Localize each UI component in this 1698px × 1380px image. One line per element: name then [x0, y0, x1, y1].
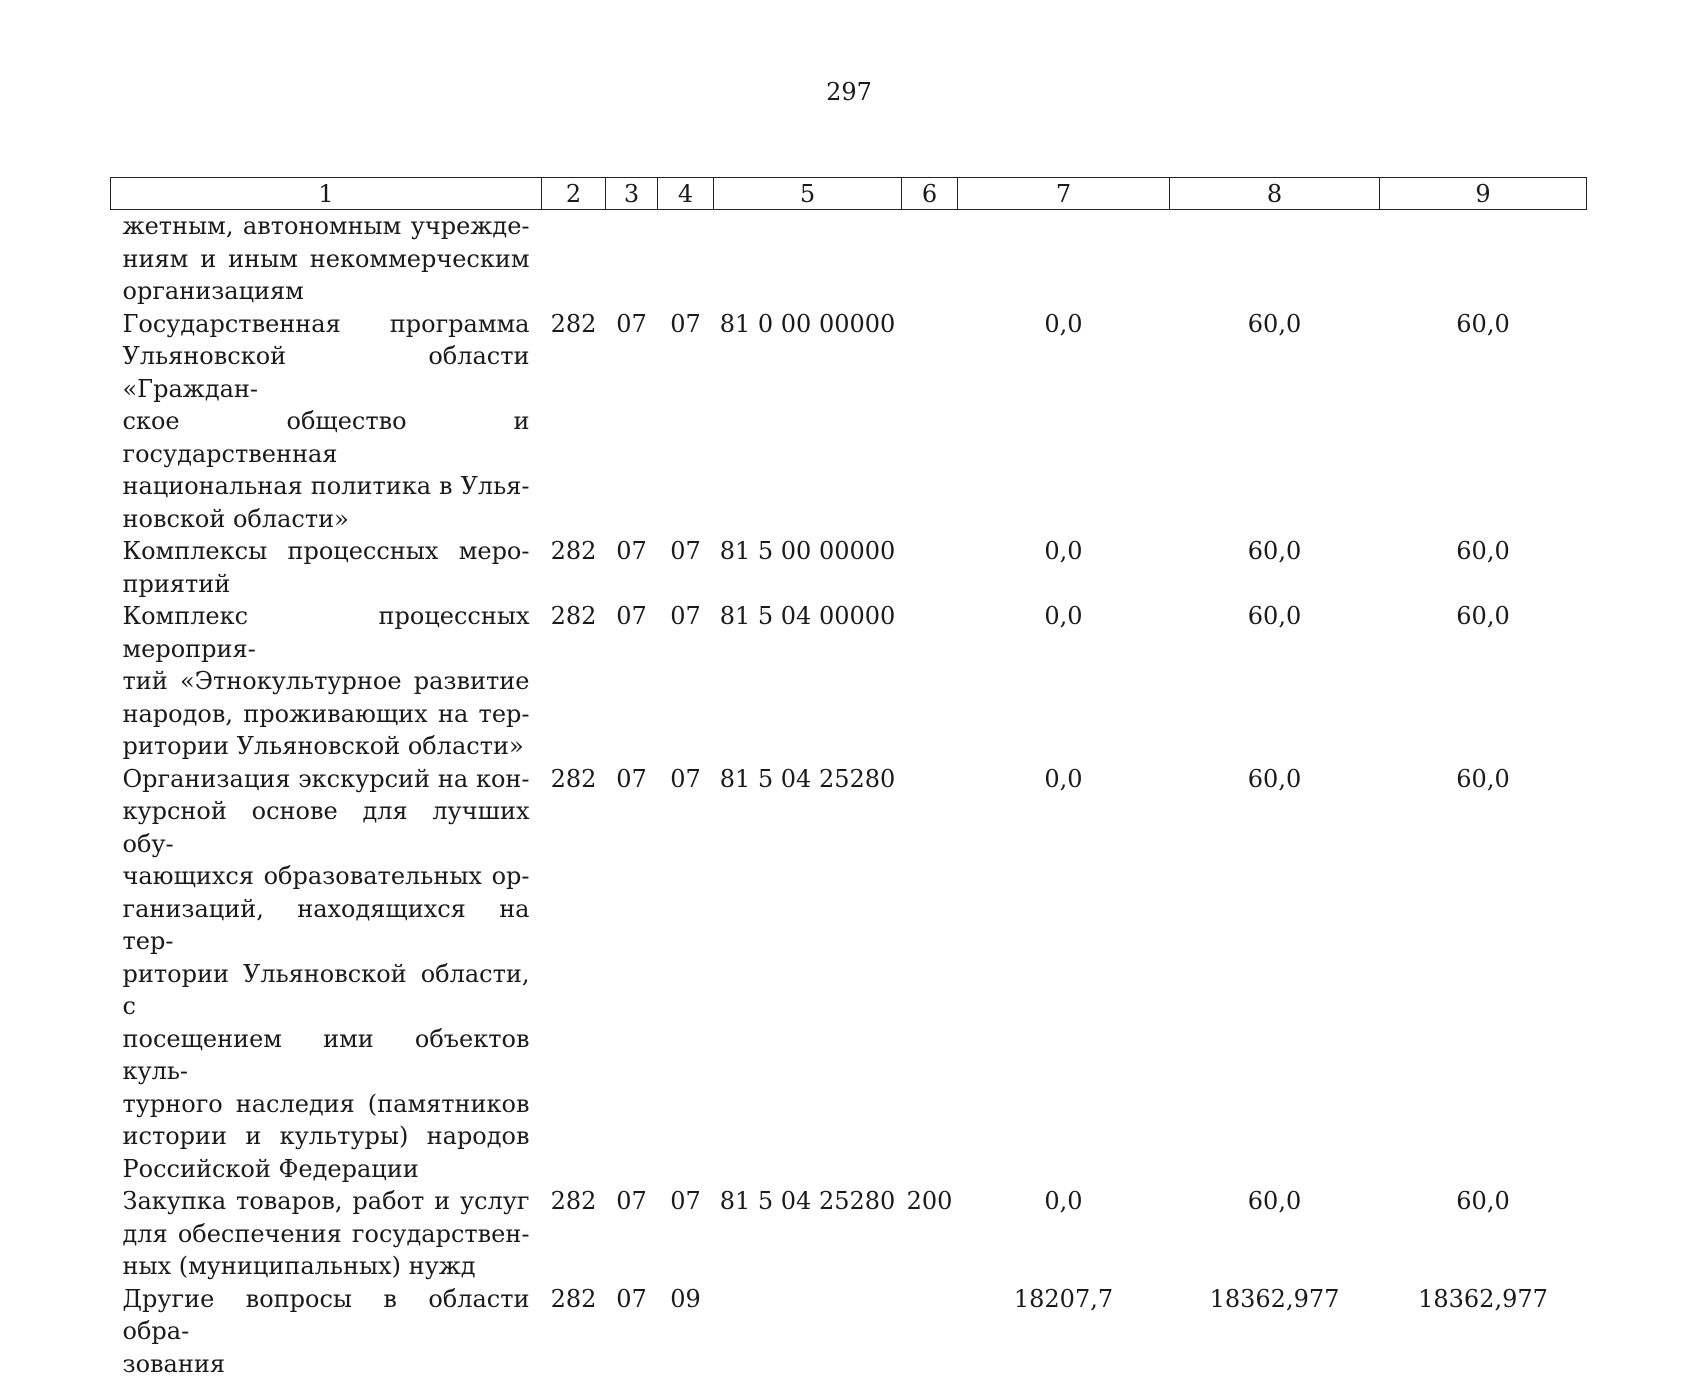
ved-code: 282 [542, 308, 606, 536]
header-col-1: 1 [111, 178, 542, 210]
subsection-code: 09 [658, 1283, 714, 1380]
row-name-line: истории и культуры) народов [123, 1120, 530, 1153]
amount-col-9: 60,0 [1380, 600, 1587, 763]
table-body [111, 210, 1587, 1380]
target-article-code: 81 5 04 00000 [714, 600, 902, 763]
expense-type-code [902, 1283, 958, 1380]
subsection-code: 07 [658, 763, 714, 1186]
row-name-line: Государственная программа [123, 308, 530, 341]
header-col-5: 5 [714, 178, 902, 210]
row-name-line: курсной основе для лучших обу- [123, 795, 530, 860]
ved-code: 282 [542, 763, 606, 1186]
row-name-line: Организация экскурсий на кон- [123, 763, 530, 796]
expense-type-code: 200 [902, 1185, 958, 1283]
table-row [111, 763, 1587, 1186]
row-name [111, 308, 542, 536]
table-row [111, 308, 1587, 536]
ved-code: 282 [542, 535, 606, 600]
section-code: 07 [606, 600, 658, 763]
subsection-code [658, 210, 714, 308]
expense-type-code [902, 600, 958, 763]
row-name-line: новской области» [123, 503, 530, 536]
header-col-4: 4 [658, 178, 714, 210]
target-article-code: 81 5 00 00000 [714, 535, 902, 600]
ved-code: 282 [542, 1283, 606, 1380]
section-code [606, 210, 658, 308]
expense-type-code [902, 308, 958, 536]
row-name-line: зования [123, 1348, 530, 1380]
row-name [111, 535, 542, 600]
row-name [111, 763, 542, 1186]
amount-col-8: 60,0 [1170, 308, 1380, 536]
header-col-9: 9 [1380, 178, 1587, 210]
amount-col-9: 60,0 [1380, 763, 1587, 1186]
amount-col-8: 60,0 [1170, 1185, 1380, 1283]
ved-code: 282 [542, 600, 606, 763]
row-name-line: Комплексы процессных меро- [123, 535, 530, 568]
target-article-code: 81 5 04 25280 [714, 763, 902, 1186]
header-col-2: 2 [542, 178, 606, 210]
section-code: 07 [606, 763, 658, 1186]
expense-type-code [902, 535, 958, 600]
header-col-3: 3 [606, 178, 658, 210]
ved-code [542, 210, 606, 308]
row-name-line: приятий [123, 568, 530, 601]
amount-col-9: 60,0 [1380, 535, 1587, 600]
expense-type-code [902, 763, 958, 1186]
row-name-line: ритории Ульяновской области, с [123, 958, 530, 1023]
target-article-code: 81 0 00 00000 [714, 308, 902, 536]
section-code: 07 [606, 308, 658, 536]
header-col-8: 8 [1170, 178, 1380, 210]
target-article-code: 81 5 04 25280 [714, 1185, 902, 1283]
amount-col-9 [1380, 210, 1587, 308]
expense-type-code [902, 210, 958, 308]
amount-col-9: 18362,977 [1380, 1283, 1587, 1380]
row-name-line: Ульяновской области «Граждан- [123, 340, 530, 405]
amount-col-8: 18362,977 [1170, 1283, 1380, 1380]
amount-col-8: 60,0 [1170, 535, 1380, 600]
header-col-6: 6 [902, 178, 958, 210]
row-name-line: Комплекс процессных мероприя- [123, 600, 530, 665]
row-name-line: ниям и иным некоммерческим [123, 243, 530, 276]
row-name-line: организациям [123, 275, 530, 308]
row-name [111, 1283, 542, 1380]
amount-col-7: 0,0 [958, 535, 1170, 600]
row-name-line: посещением ими объектов куль- [123, 1023, 530, 1088]
page-number: 297 [0, 78, 1698, 106]
amount-col-8: 60,0 [1170, 763, 1380, 1186]
amount-col-9: 60,0 [1380, 308, 1587, 536]
amount-col-9: 60,0 [1380, 1185, 1587, 1283]
row-name-line: ганизаций, находящихся на тер- [123, 893, 530, 958]
subsection-code: 07 [658, 1185, 714, 1283]
row-name [111, 600, 542, 763]
amount-col-7: 0,0 [958, 763, 1170, 1186]
subsection-code: 07 [658, 600, 714, 763]
amount-col-7: 0,0 [958, 1185, 1170, 1283]
row-name-line: для обеспечения государствен- [123, 1218, 530, 1251]
amount-col-7: 0,0 [958, 308, 1170, 536]
amount-col-8: 60,0 [1170, 600, 1380, 763]
row-name-line: национальная политика в Улья- [123, 470, 530, 503]
row-name [111, 210, 542, 308]
row-name-line: народов, проживающих на тер- [123, 698, 530, 731]
row-name-line: Закупка товаров, работ и услуг [123, 1185, 530, 1218]
subsection-code: 07 [658, 535, 714, 600]
target-article-code [714, 1283, 902, 1380]
row-name-line: турного наследия (памятников [123, 1088, 530, 1121]
row-name-line: ское общество и государственная [123, 405, 530, 470]
subsection-code: 07 [658, 308, 714, 536]
ved-code: 282 [542, 1185, 606, 1283]
section-code: 07 [606, 1283, 658, 1380]
row-name-line: Российской Федерации [123, 1153, 530, 1186]
amount-col-7 [958, 210, 1170, 308]
target-article-code [714, 210, 902, 308]
row-name-line: Другие вопросы в области обра- [123, 1283, 530, 1348]
amount-col-8 [1170, 210, 1380, 308]
row-name-line: тий «Этнокультурное развитие [123, 665, 530, 698]
section-code: 07 [606, 1185, 658, 1283]
amount-col-7: 0,0 [958, 600, 1170, 763]
row-name-line: ритории Ульяновской области» [123, 730, 530, 763]
table-row [111, 210, 1587, 308]
table-row [111, 1283, 1587, 1380]
header-col-7: 7 [958, 178, 1170, 210]
table-row [111, 535, 1587, 600]
table-row [111, 600, 1587, 763]
amount-col-7: 18207,7 [958, 1283, 1170, 1380]
row-name-line: жетным, автономным учрежде- [123, 210, 530, 243]
row-name-line: чающихся образовательных ор- [123, 860, 530, 893]
section-code: 07 [606, 535, 658, 600]
table-header [111, 178, 1587, 210]
row-name-line: ных (муниципальных) нужд [123, 1250, 530, 1283]
